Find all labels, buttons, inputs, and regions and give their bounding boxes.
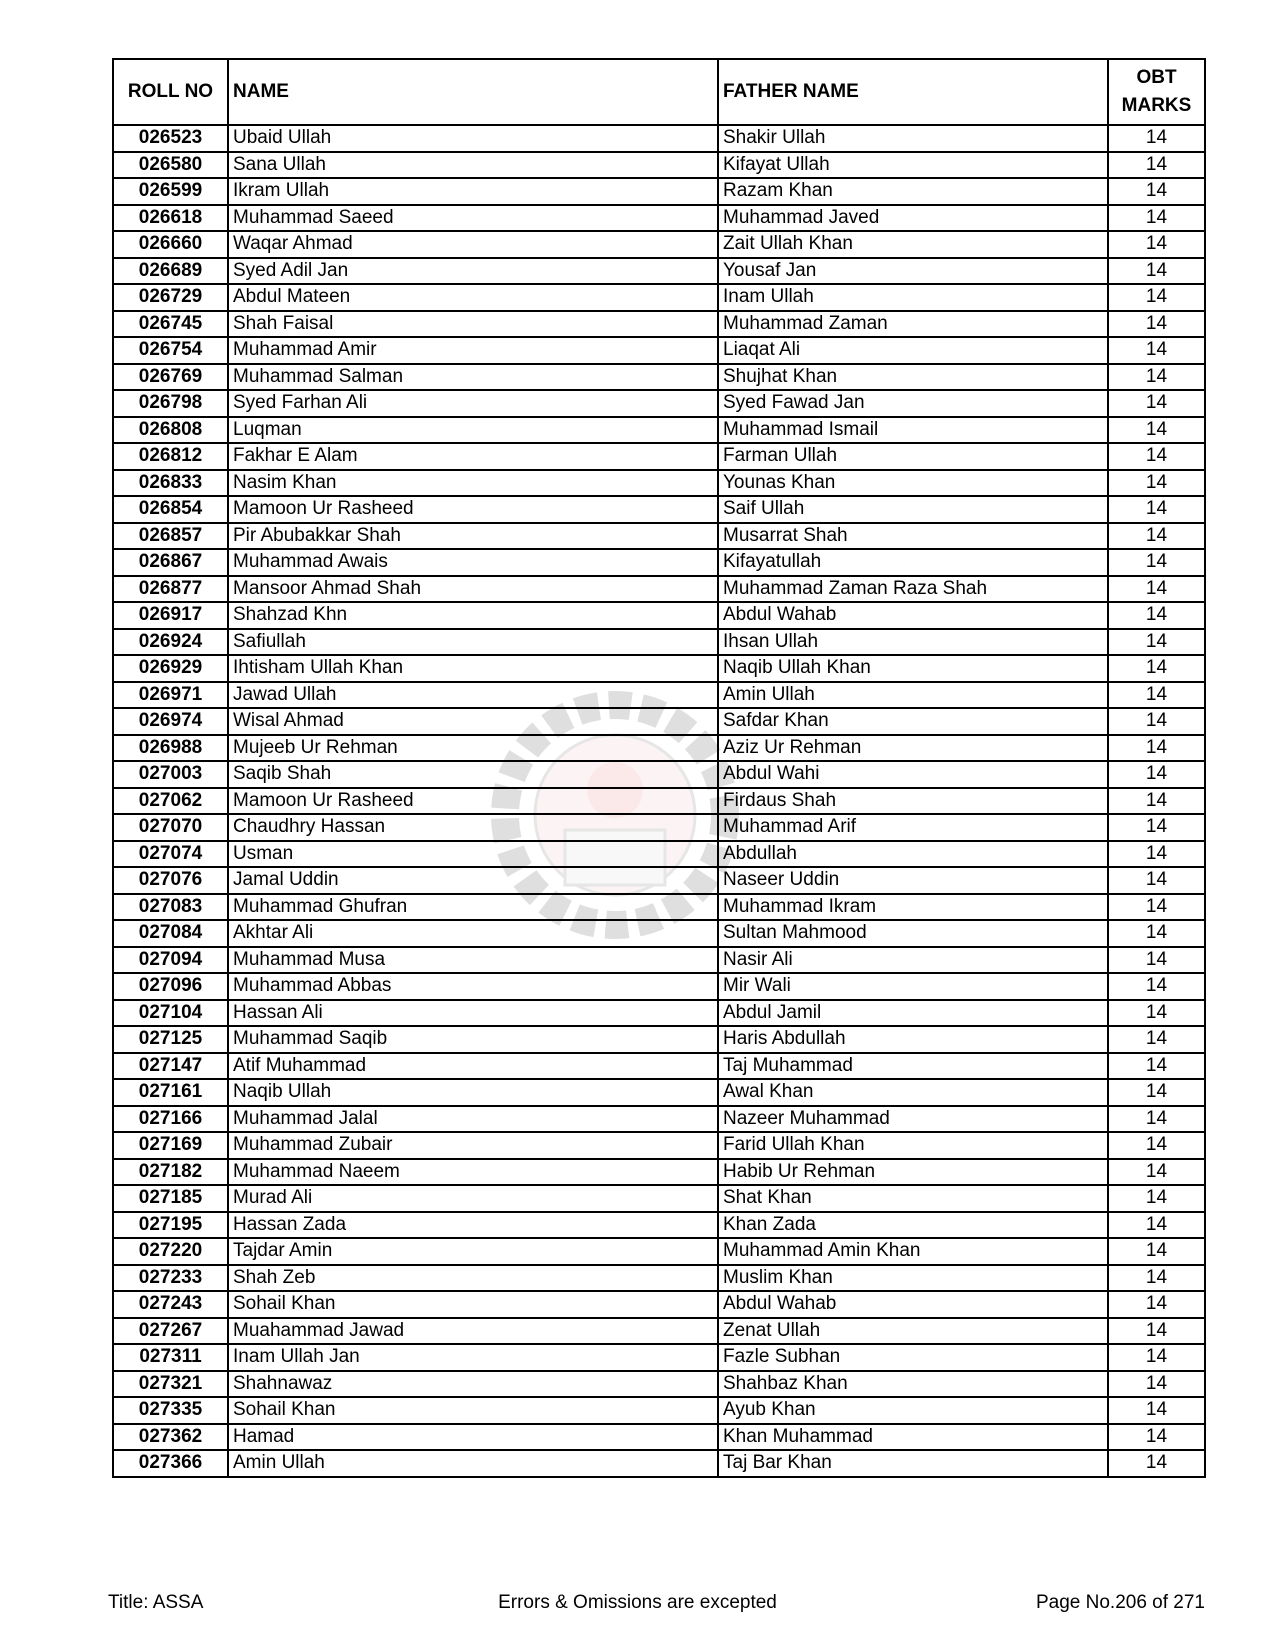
father-name-cell: Ihsan Ullah <box>718 629 1108 656</box>
roll-no-cell: 027161 <box>113 1079 228 1106</box>
father-name-cell: Muhammad Amin Khan <box>718 1238 1108 1265</box>
name-cell: Shahzad Khn <box>228 602 718 629</box>
roll-no-cell: 026523 <box>113 125 228 152</box>
table-row <box>113 1450 1205 1477</box>
table-row <box>113 1079 1205 1106</box>
table-row <box>113 894 1205 921</box>
table-row <box>113 337 1205 364</box>
marks-cell: 14 <box>1108 894 1205 921</box>
father-name-cell: Aziz Ur Rehman <box>718 735 1108 762</box>
roll-no-cell: 027104 <box>113 1000 228 1027</box>
table-row <box>113 1291 1205 1318</box>
roll-no-cell: 026729 <box>113 284 228 311</box>
father-name-cell: Muhammad Zaman Raza Shah <box>718 576 1108 603</box>
name-cell: Akhtar Ali <box>228 920 718 947</box>
table-row <box>113 1371 1205 1398</box>
father-name-cell: Muhammad Javed <box>718 205 1108 232</box>
father-name-cell: Amin Ullah <box>718 682 1108 709</box>
roll-no-cell: 027076 <box>113 867 228 894</box>
table-row <box>113 1185 1205 1212</box>
name-cell: Ihtisham Ullah Khan <box>228 655 718 682</box>
name-cell: Mansoor Ahmad Shah <box>228 576 718 603</box>
marks-cell: 14 <box>1108 178 1205 205</box>
roll-no-cell: 027147 <box>113 1053 228 1080</box>
name-cell: Wisal Ahmad <box>228 708 718 735</box>
father-name-cell: Razam Khan <box>718 178 1108 205</box>
name-cell: Jawad Ullah <box>228 682 718 709</box>
roll-no-cell: 027062 <box>113 788 228 815</box>
roll-no-cell: 026867 <box>113 549 228 576</box>
marks-cell: 14 <box>1108 1079 1205 1106</box>
table-row <box>113 1000 1205 1027</box>
marks-cell: 14 <box>1108 1371 1205 1398</box>
roll-no-cell: 027362 <box>113 1424 228 1451</box>
roll-no-cell: 027083 <box>113 894 228 921</box>
roll-no-cell: 027233 <box>113 1265 228 1292</box>
father-name-cell: Shat Khan <box>718 1185 1108 1212</box>
marks-cell: 14 <box>1108 284 1205 311</box>
roll-no-cell: 026877 <box>113 576 228 603</box>
marks-cell: 14 <box>1108 1185 1205 1212</box>
roll-no-cell: 027166 <box>113 1106 228 1133</box>
roll-no-cell: 027311 <box>113 1344 228 1371</box>
marks-cell: 14 <box>1108 549 1205 576</box>
table-row <box>113 1106 1205 1133</box>
father-name-cell: Taj Bar Khan <box>718 1450 1108 1477</box>
marks-cell: 14 <box>1108 496 1205 523</box>
name-cell: Inam Ullah Jan <box>228 1344 718 1371</box>
name-cell: Syed Adil Jan <box>228 258 718 285</box>
table-row <box>113 761 1205 788</box>
header-roll-no: ROLL NO <box>113 59 228 125</box>
marks-cell: 14 <box>1108 708 1205 735</box>
father-name-cell: Safdar Khan <box>718 708 1108 735</box>
roll-no-cell: 026689 <box>113 258 228 285</box>
table-row <box>113 1053 1205 1080</box>
marks-cell: 14 <box>1108 1450 1205 1477</box>
name-cell: Muhammad Musa <box>228 947 718 974</box>
name-cell: Ubaid Ullah <box>228 125 718 152</box>
table-row <box>113 1397 1205 1424</box>
table-row <box>113 417 1205 444</box>
table-row <box>113 1318 1205 1345</box>
marks-cell: 14 <box>1108 788 1205 815</box>
name-cell: Muhammad Awais <box>228 549 718 576</box>
father-name-cell: Muhammad Ismail <box>718 417 1108 444</box>
father-name-cell: Muhammad Arif <box>718 814 1108 841</box>
marks-cell: 14 <box>1108 390 1205 417</box>
name-cell: Muhammad Jalal <box>228 1106 718 1133</box>
marks-cell: 14 <box>1108 1159 1205 1186</box>
marks-cell: 14 <box>1108 602 1205 629</box>
marks-cell: 14 <box>1108 1212 1205 1239</box>
marks-cell: 14 <box>1108 682 1205 709</box>
name-cell: Ikram Ullah <box>228 178 718 205</box>
name-cell: Shah Faisal <box>228 311 718 338</box>
marks-cell: 14 <box>1108 1238 1205 1265</box>
marks-cell: 14 <box>1108 576 1205 603</box>
roll-no-cell: 027125 <box>113 1026 228 1053</box>
table-row <box>113 178 1205 205</box>
table-row <box>113 788 1205 815</box>
father-name-cell: Kifayatullah <box>718 549 1108 576</box>
roll-no-cell: 027169 <box>113 1132 228 1159</box>
name-cell: Jamal Uddin <box>228 867 718 894</box>
roll-no-cell: 027182 <box>113 1159 228 1186</box>
table-row <box>113 443 1205 470</box>
table-row <box>113 125 1205 152</box>
table-row <box>113 311 1205 338</box>
table-row <box>113 1265 1205 1292</box>
marks-cell: 14 <box>1108 629 1205 656</box>
marks-cell: 14 <box>1108 1265 1205 1292</box>
name-cell: Waqar Ahmad <box>228 231 718 258</box>
header-obt: OBT <box>1136 67 1177 88</box>
roll-no-cell: 027074 <box>113 841 228 868</box>
marks-cell: 14 <box>1108 735 1205 762</box>
header-father-name: FATHER NAME <box>718 59 1108 125</box>
table-row <box>113 549 1205 576</box>
name-cell: Muhammad Amir <box>228 337 718 364</box>
table-row <box>113 1132 1205 1159</box>
marks-cell: 14 <box>1108 1291 1205 1318</box>
table-row <box>113 1026 1205 1053</box>
father-name-cell: Shakir Ullah <box>718 125 1108 152</box>
roll-no-cell: 026808 <box>113 417 228 444</box>
name-cell: Sana Ullah <box>228 152 718 179</box>
name-cell: Mujeeb Ur Rehman <box>228 735 718 762</box>
results-table <box>112 58 1206 1478</box>
roll-no-cell: 027084 <box>113 920 228 947</box>
father-name-cell: Musarrat Shah <box>718 523 1108 550</box>
father-name-cell: Yousaf Jan <box>718 258 1108 285</box>
marks-cell: 14 <box>1108 152 1205 179</box>
name-cell: Naqib Ullah <box>228 1079 718 1106</box>
name-cell: Muhammad Salman <box>228 364 718 391</box>
father-name-cell: Inam Ullah <box>718 284 1108 311</box>
roll-no-cell: 027220 <box>113 1238 228 1265</box>
name-cell: Atif Muhammad <box>228 1053 718 1080</box>
roll-no-cell: 026929 <box>113 655 228 682</box>
name-cell: Muhammad Saeed <box>228 205 718 232</box>
name-cell: Abdul Mateen <box>228 284 718 311</box>
marks-cell: 14 <box>1108 417 1205 444</box>
father-name-cell: Habib Ur Rehman <box>718 1159 1108 1186</box>
roll-no-cell: 026974 <box>113 708 228 735</box>
father-name-cell: Zait Ullah Khan <box>718 231 1108 258</box>
roll-no-cell: 027366 <box>113 1450 228 1477</box>
roll-no-cell: 026745 <box>113 311 228 338</box>
table-row <box>113 258 1205 285</box>
father-name-cell: Awal Khan <box>718 1079 1108 1106</box>
table-row <box>113 682 1205 709</box>
father-name-cell: Abdullah <box>718 841 1108 868</box>
father-name-cell: Fazle Subhan <box>718 1344 1108 1371</box>
table-row <box>113 602 1205 629</box>
table-row <box>113 523 1205 550</box>
father-name-cell: Syed Fawad Jan <box>718 390 1108 417</box>
table-row <box>113 576 1205 603</box>
table-row <box>113 152 1205 179</box>
name-cell: Sohail Khan <box>228 1291 718 1318</box>
marks-cell: 14 <box>1108 867 1205 894</box>
roll-no-cell: 026924 <box>113 629 228 656</box>
footer-notice: Errors & Omissions are excepted <box>498 1592 777 1613</box>
marks-cell: 14 <box>1108 1344 1205 1371</box>
roll-no-cell: 026971 <box>113 682 228 709</box>
roll-no-cell: 026812 <box>113 443 228 470</box>
roll-no-cell: 026854 <box>113 496 228 523</box>
roll-no-cell: 027003 <box>113 761 228 788</box>
father-name-cell: Khan Zada <box>718 1212 1108 1239</box>
table-row <box>113 947 1205 974</box>
header-name: NAME <box>228 59 718 125</box>
roll-no-cell: 027267 <box>113 1318 228 1345</box>
marks-cell: 14 <box>1108 655 1205 682</box>
name-cell: Shah Zeb <box>228 1265 718 1292</box>
name-cell: Muahammad Jawad <box>228 1318 718 1345</box>
father-name-cell: Shahbaz Khan <box>718 1371 1108 1398</box>
roll-no-cell: 026599 <box>113 178 228 205</box>
roll-no-cell: 026660 <box>113 231 228 258</box>
marks-cell: 14 <box>1108 947 1205 974</box>
father-name-cell: Kifayat Ullah <box>718 152 1108 179</box>
roll-no-cell: 027096 <box>113 973 228 1000</box>
table-row <box>113 920 1205 947</box>
marks-cell: 14 <box>1108 761 1205 788</box>
marks-cell: 14 <box>1108 1000 1205 1027</box>
name-cell: Saqib Shah <box>228 761 718 788</box>
name-cell: Mamoon Ur Rasheed <box>228 496 718 523</box>
roll-no-cell: 027335 <box>113 1397 228 1424</box>
name-cell: Luqman <box>228 417 718 444</box>
roll-no-cell: 027321 <box>113 1371 228 1398</box>
father-name-cell: Naqib Ullah Khan <box>718 655 1108 682</box>
name-cell: Hassan Ali <box>228 1000 718 1027</box>
table-row <box>113 1212 1205 1239</box>
table-row <box>113 814 1205 841</box>
table-row <box>113 973 1205 1000</box>
roll-no-cell: 026618 <box>113 205 228 232</box>
table-row <box>113 735 1205 762</box>
father-name-cell: Khan Muhammad <box>718 1424 1108 1451</box>
father-name-cell: Farid Ullah Khan <box>718 1132 1108 1159</box>
marks-cell: 14 <box>1108 311 1205 338</box>
name-cell: Chaudhry Hassan <box>228 814 718 841</box>
marks-cell: 14 <box>1108 523 1205 550</box>
father-name-cell: Nazeer Muhammad <box>718 1106 1108 1133</box>
name-cell: Tajdar Amin <box>228 1238 718 1265</box>
roll-no-cell: 027185 <box>113 1185 228 1212</box>
roll-no-cell: 026988 <box>113 735 228 762</box>
father-name-cell: Naseer Uddin <box>718 867 1108 894</box>
marks-cell: 14 <box>1108 125 1205 152</box>
table-row <box>113 629 1205 656</box>
marks-cell: 14 <box>1108 231 1205 258</box>
father-name-cell: Farman Ullah <box>718 443 1108 470</box>
name-cell: Syed Farhan Ali <box>228 390 718 417</box>
father-name-cell: Abdul Wahab <box>718 602 1108 629</box>
name-cell: Nasim Khan <box>228 470 718 497</box>
roll-no-cell: 027094 <box>113 947 228 974</box>
father-name-cell: Haris Abdullah <box>718 1026 1108 1053</box>
marks-cell: 14 <box>1108 364 1205 391</box>
father-name-cell: Abdul Wahi <box>718 761 1108 788</box>
name-cell: Amin Ullah <box>228 1450 718 1477</box>
father-name-cell: Mir Wali <box>718 973 1108 1000</box>
father-name-cell: Muslim Khan <box>718 1265 1108 1292</box>
name-cell: Mamoon Ur Rasheed <box>228 788 718 815</box>
table-row <box>113 708 1205 735</box>
table-row <box>113 496 1205 523</box>
father-name-cell: Liaqat Ali <box>718 337 1108 364</box>
roll-no-cell: 026580 <box>113 152 228 179</box>
marks-cell: 14 <box>1108 1424 1205 1451</box>
father-name-cell: Muhammad Ikram <box>718 894 1108 921</box>
father-name-cell: Taj Muhammad <box>718 1053 1108 1080</box>
father-name-cell: Sultan Mahmood <box>718 920 1108 947</box>
table-row <box>113 1159 1205 1186</box>
marks-cell: 14 <box>1108 1053 1205 1080</box>
name-cell: Hassan Zada <box>228 1212 718 1239</box>
name-cell: Hamad <box>228 1424 718 1451</box>
father-name-cell: Firdaus Shah <box>718 788 1108 815</box>
table-row <box>113 1238 1205 1265</box>
father-name-cell: Ayub Khan <box>718 1397 1108 1424</box>
father-name-cell: Abdul Jamil <box>718 1000 1108 1027</box>
father-name-cell: Younas Khan <box>718 470 1108 497</box>
father-name-cell: Abdul Wahab <box>718 1291 1108 1318</box>
roll-no-cell: 027070 <box>113 814 228 841</box>
table-row <box>113 867 1205 894</box>
name-cell: Muhammad Ghufran <box>228 894 718 921</box>
marks-cell: 14 <box>1108 443 1205 470</box>
father-name-cell: Zenat Ullah <box>718 1318 1108 1345</box>
roll-no-cell: 026833 <box>113 470 228 497</box>
marks-cell: 14 <box>1108 1106 1205 1133</box>
father-name-cell: Saif Ullah <box>718 496 1108 523</box>
marks-cell: 14 <box>1108 814 1205 841</box>
marks-cell: 14 <box>1108 920 1205 947</box>
table-header-row <box>113 59 1205 125</box>
roll-no-cell: 026857 <box>113 523 228 550</box>
roll-no-cell: 027195 <box>113 1212 228 1239</box>
header-obt-marks <box>1108 59 1205 125</box>
name-cell: Muhammad Naeem <box>228 1159 718 1186</box>
father-name-cell: Shujhat Khan <box>718 364 1108 391</box>
table-row <box>113 655 1205 682</box>
table-row <box>113 1344 1205 1371</box>
name-cell: Muhammad Saqib <box>228 1026 718 1053</box>
marks-cell: 14 <box>1108 337 1205 364</box>
name-cell: Muhammad Zubair <box>228 1132 718 1159</box>
table-row <box>113 284 1205 311</box>
marks-cell: 14 <box>1108 973 1205 1000</box>
marks-cell: 14 <box>1108 470 1205 497</box>
table-row <box>113 390 1205 417</box>
name-cell: Usman <box>228 841 718 868</box>
father-name-cell: Muhammad Zaman <box>718 311 1108 338</box>
footer-title: Title: ASSA <box>108 1592 204 1613</box>
table-row <box>113 205 1205 232</box>
header-marks: MARKS <box>1121 95 1192 116</box>
roll-no-cell: 026754 <box>113 337 228 364</box>
name-cell: Safiullah <box>228 629 718 656</box>
marks-cell: 14 <box>1108 205 1205 232</box>
marks-cell: 14 <box>1108 1397 1205 1424</box>
name-cell: Muhammad Abbas <box>228 973 718 1000</box>
name-cell: Pir Abubakkar Shah <box>228 523 718 550</box>
name-cell: Shahnawaz <box>228 1371 718 1398</box>
father-name-cell: Nasir Ali <box>718 947 1108 974</box>
table-row <box>113 841 1205 868</box>
roll-no-cell: 026917 <box>113 602 228 629</box>
marks-cell: 14 <box>1108 1318 1205 1345</box>
marks-cell: 14 <box>1108 1026 1205 1053</box>
name-cell: Murad Ali <box>228 1185 718 1212</box>
table-row <box>113 470 1205 497</box>
marks-cell: 14 <box>1108 1132 1205 1159</box>
name-cell: Sohail Khan <box>228 1397 718 1424</box>
marks-cell: 14 <box>1108 841 1205 868</box>
marks-cell: 14 <box>1108 258 1205 285</box>
roll-no-cell: 026769 <box>113 364 228 391</box>
table-row <box>113 1424 1205 1451</box>
table-row <box>113 231 1205 258</box>
roll-no-cell: 026798 <box>113 390 228 417</box>
name-cell: Fakhar E Alam <box>228 443 718 470</box>
table-row <box>113 364 1205 391</box>
footer-page-number: Page No.206 of 271 <box>1035 1592 1205 1613</box>
roll-no-cell: 027243 <box>113 1291 228 1318</box>
